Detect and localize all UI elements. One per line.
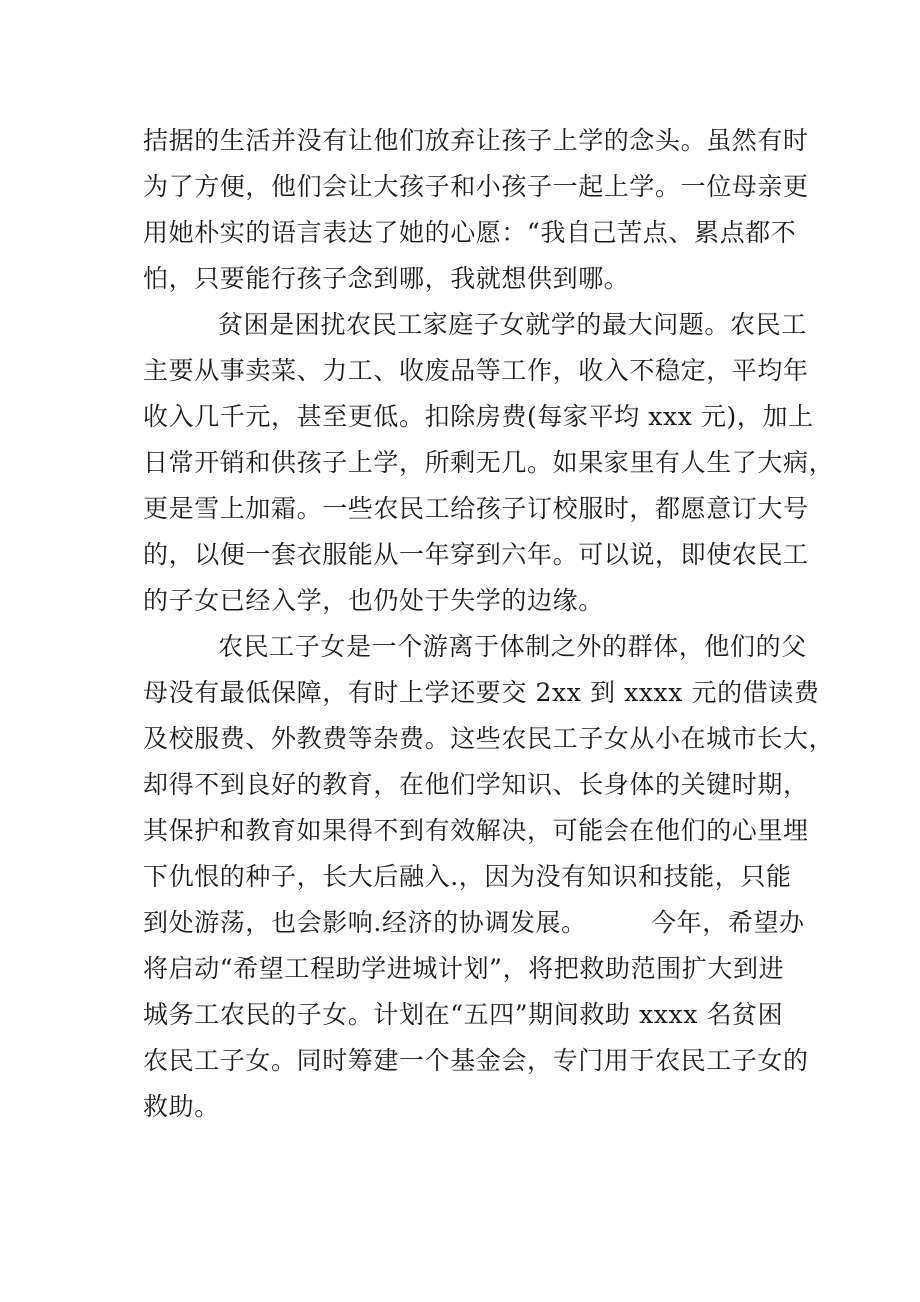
text-line: 其保护和教育如果得不到有效解决，可能会在他们的心里埋 <box>143 816 809 845</box>
text-line: 城务工农民的子女。计划在“五四”期间救助 xxxx 名贫困 <box>143 1000 784 1029</box>
text-line: 及校服费、外教费等杂费。这些农民工子女从小在城市长大， <box>143 724 835 753</box>
text-line: 收入几千元，甚至更低。扣除房费(每家平均 xxx 元)，加上 <box>143 402 814 431</box>
paragraph-start-line: 农民工子女是一个游离于体制之外的群体，他们的父 <box>218 632 807 661</box>
text-line: 下仇恨的种子，长大后融入.，因为没有知识和技能，只能 <box>143 862 792 891</box>
body-text <box>143 118 835 1130</box>
text-line: 救助。 <box>143 1092 220 1121</box>
text-line: 日常开销和供孩子上学，所剩无几。如果家里有人生了大病， <box>143 448 835 477</box>
text-line: 拮据的生活并没有让他们放弃让孩子上学的念头。虽然有时 <box>143 126 809 155</box>
text-line: 怕，只要能行孩子念到哪，我就想供到哪。 <box>143 264 630 293</box>
text-line: 主要从事卖菜、力工、收废品等工作，收入不稳定，平均年 <box>143 356 809 385</box>
text-line: 更是雪上加霜。一些农民工给孩子订校服时，都愿意订大号 <box>143 494 809 523</box>
paragraph-start-line: 贫困是困扰农民工家庭子女就学的最大问题。农民工 <box>218 310 807 339</box>
text-line: 用她朴实的语言表达了她的心愿：“我自己苦点、累点都不 <box>143 218 797 247</box>
text-line: 的子女已经入学，也仍处于失学的边缘。 <box>143 586 604 615</box>
text-line: 却得不到良好的教育，在他们学知识、长身体的关键时期， <box>143 770 809 799</box>
text-line: 为了方便，他们会让大孩子和小孩子一起上学。一位母亲更 <box>143 172 809 201</box>
text-line: 的，以便一套衣服能从一年穿到六年。可以说，即使农民工 <box>143 540 809 569</box>
text-line: 农民工子女。同时筹建一个基金会，专门用于农民工子女的 <box>143 1046 809 1075</box>
text-line: 到处游荡，也会影响.经济的协调发展。 今年，希望办 <box>143 908 805 937</box>
text-line: 母没有最低保障，有时上学还要交 2xx 到 xxxx 元的借读费 <box>143 678 820 707</box>
text-line: 将启动“希望工程助学进城计划”，将把救助范围扩大到进 <box>143 954 785 983</box>
